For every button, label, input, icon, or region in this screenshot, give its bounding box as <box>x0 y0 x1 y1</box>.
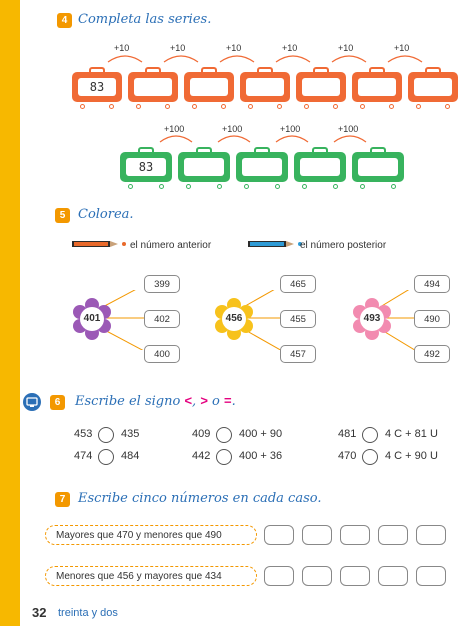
compare-right: 4 C + 81 U <box>385 428 438 440</box>
series-arrows <box>0 0 465 200</box>
exercise-7-badge: 7 <box>55 492 70 507</box>
step-label: +100 <box>222 124 243 134</box>
sign-circle[interactable] <box>216 449 232 465</box>
answer-box[interactable] <box>264 566 294 586</box>
exercise-4-title: Completa las series. <box>78 12 212 27</box>
exercise-6-title-text: Escribe el signo <box>75 394 181 409</box>
title-period: . <box>231 394 236 409</box>
sign-greater: > <box>200 393 208 408</box>
compare-left: 409 <box>192 428 211 440</box>
option-box[interactable]: 492 <box>414 345 450 363</box>
step-label: +10 <box>226 43 242 53</box>
page-number-text: treinta y dos <box>58 607 118 619</box>
flower-2-number: 456 <box>222 307 246 331</box>
answer-box[interactable] <box>264 525 294 545</box>
answer-box[interactable] <box>378 525 408 545</box>
compare-left: 442 <box>192 450 211 462</box>
orange-pencil-icon <box>70 239 128 249</box>
series-answer-window[interactable]: 83 <box>126 158 166 176</box>
series-answer-window[interactable]: 83 <box>78 78 116 96</box>
compare-left: 470 <box>338 450 357 462</box>
exercise-6-title <box>75 393 236 409</box>
sign-circle[interactable] <box>98 427 114 443</box>
sign-separator: o <box>212 394 220 409</box>
step-label: +100 <box>280 124 301 134</box>
answer-box[interactable] <box>340 566 370 586</box>
option-box[interactable]: 465 <box>280 275 316 293</box>
compare-right: 400 + 36 <box>239 450 283 462</box>
sign-less: < <box>184 393 193 408</box>
digital-resource-icon[interactable] <box>22 392 42 412</box>
exercise-5-title: Colorea. <box>78 207 134 222</box>
compare-right: 4 C + 90 U <box>385 450 438 462</box>
option-box[interactable]: 490 <box>414 310 450 328</box>
option-box[interactable]: 402 <box>144 310 180 328</box>
sign-circle[interactable] <box>216 427 232 443</box>
sign-separator: , <box>192 394 197 409</box>
compare-left: 481 <box>338 428 357 440</box>
page-number: 32 <box>32 605 47 620</box>
answer-box[interactable] <box>302 525 332 545</box>
compare-right: 435 <box>121 428 140 440</box>
sign-circle[interactable] <box>98 449 114 465</box>
answer-box[interactable] <box>378 566 408 586</box>
compare-right: 400 + 90 <box>239 428 283 440</box>
sign-circle[interactable] <box>362 449 378 465</box>
option-box[interactable]: 494 <box>414 275 450 293</box>
option-box[interactable]: 400 <box>144 345 180 363</box>
step-label: +10 <box>282 43 298 53</box>
blue-pencil-icon <box>246 239 304 249</box>
compare-left: 453 <box>74 428 93 440</box>
option-box[interactable]: 399 <box>144 275 180 293</box>
sign-equal: = <box>224 393 232 408</box>
option-box[interactable]: 457 <box>280 345 316 363</box>
case-1-label: Mayores que 470 y menores que 490 <box>45 525 257 545</box>
exercise-4-badge: 4 <box>57 13 72 28</box>
sign-circle[interactable] <box>362 427 378 443</box>
answer-box[interactable] <box>416 525 446 545</box>
step-label: +100 <box>338 124 359 134</box>
flower-3-number: 493 <box>360 307 384 331</box>
step-label: +10 <box>170 43 186 53</box>
legend-prev-label: el número anterior <box>130 240 212 251</box>
step-label: +10 <box>394 43 410 53</box>
legend-next-label: el número posterior <box>300 240 387 251</box>
step-label: +100 <box>164 124 185 134</box>
compare-right: 484 <box>121 450 140 462</box>
exercise-7-title: Escribe cinco números en cada caso. <box>78 491 322 506</box>
answer-box[interactable] <box>302 566 332 586</box>
step-label: +10 <box>114 43 130 53</box>
answer-box[interactable] <box>416 566 446 586</box>
flower-1-number: 401 <box>80 307 104 331</box>
compare-left: 474 <box>74 450 93 462</box>
exercise-6-badge: 6 <box>50 395 65 410</box>
step-label: +10 <box>338 43 354 53</box>
answer-box[interactable] <box>340 525 370 545</box>
option-box[interactable]: 455 <box>280 310 316 328</box>
exercise-5-badge: 5 <box>55 208 70 223</box>
case-2-label: Menores que 456 y mayores que 434 <box>45 566 257 586</box>
